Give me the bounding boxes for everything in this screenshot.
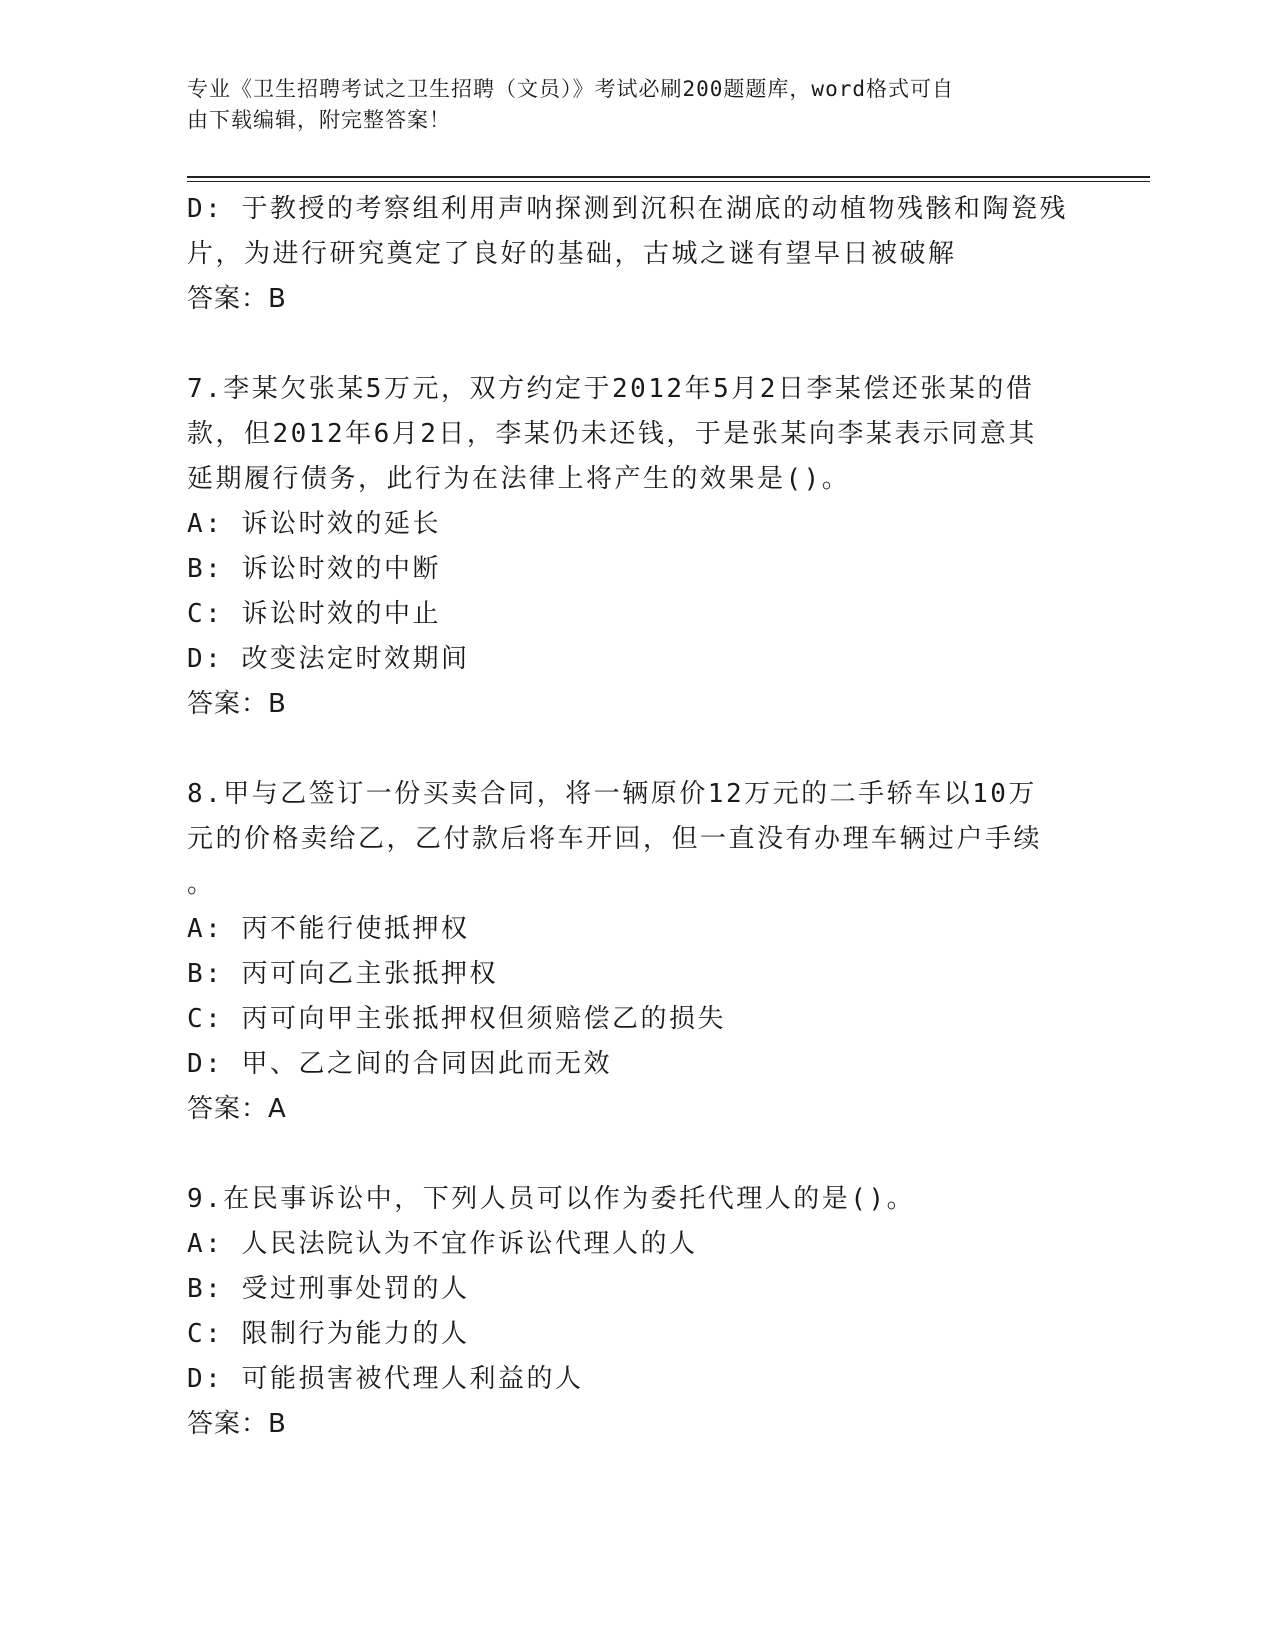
header-divider [187,176,1150,178]
answer-line: 答案：B [187,689,287,719]
question-stem-line: 7.李某欠张某5万元，双方约定于2012年5月2日李某偿还张某的借 [187,374,1035,404]
header-line-1: 专业《卫生招聘考试之卫生招聘（文员）》考试必刷200题题库，word格式可自 [187,77,954,101]
option-c: C: 诉讼时效的中止 [187,599,441,629]
option-b: B: 受过刑事处罚的人 [187,1274,470,1304]
option-c: C: 限制行为能力的人 [187,1319,470,1349]
option-d-line-2: 片，为进行研究奠定了良好的基础，古城之谜有望早日被破解 [187,239,957,269]
option-b: B: 诉讼时效的中断 [187,554,441,584]
option-d: D: 改变法定时效期间 [187,644,470,674]
answer-line: 答案：B [187,284,287,314]
question-stem-line: 延期履行债务，此行为在法律上将产生的效果是()。 [187,464,851,494]
option-c: C: 丙可向甲主张抵押权但须赔偿乙的损失 [187,1004,726,1034]
option-a: A: 人民法院认为不宜作诉讼代理人的人 [187,1229,698,1259]
document-header [187,74,1067,136]
spacer [187,322,1087,367]
spacer [187,727,1087,772]
question-stem-line: 元的价格卖给乙，乙付款后将车开回，但一直没有办理车辆过户手续 [187,824,1043,854]
option-d-line-1: D: 于教授的考察组利用声呐探测到沉积在湖底的动植物残骸和陶瓷残 [187,194,1068,224]
option-a: A: 诉讼时效的延长 [187,509,441,539]
question-content [187,187,1087,1447]
question-stem-line: 。 [187,869,216,899]
header-line-2: 由下载编辑，附完整答案！ [187,108,451,132]
spacer [187,1132,1087,1177]
question-7 [187,367,1087,727]
question-9 [187,1177,1087,1447]
option-d: D: 甲、乙之间的合同因此而无效 [187,1049,612,1079]
header-divider-thin [187,181,1150,182]
question-8 [187,772,1087,1132]
answer-line: 答案：A [187,1094,287,1124]
answer-line: 答案：B [187,1409,287,1439]
option-b: B: 丙可向乙主张抵押权 [187,959,498,989]
carryover-block [187,187,1087,322]
question-stem-line: 8.甲与乙签订一份买卖合同，将一辆原价12万元的二手轿车以10万 [187,779,1037,809]
option-a: A: 丙不能行使抵押权 [187,914,470,944]
question-stem-line: 9.在民事诉讼中，下列人员可以作为委托代理人的是()。 [187,1184,916,1214]
option-d: D: 可能损害被代理人利益的人 [187,1364,584,1394]
question-stem-line: 款，但2012年6月2日，李某仍未还钱，于是张某向李某表示同意其 [187,419,1037,449]
